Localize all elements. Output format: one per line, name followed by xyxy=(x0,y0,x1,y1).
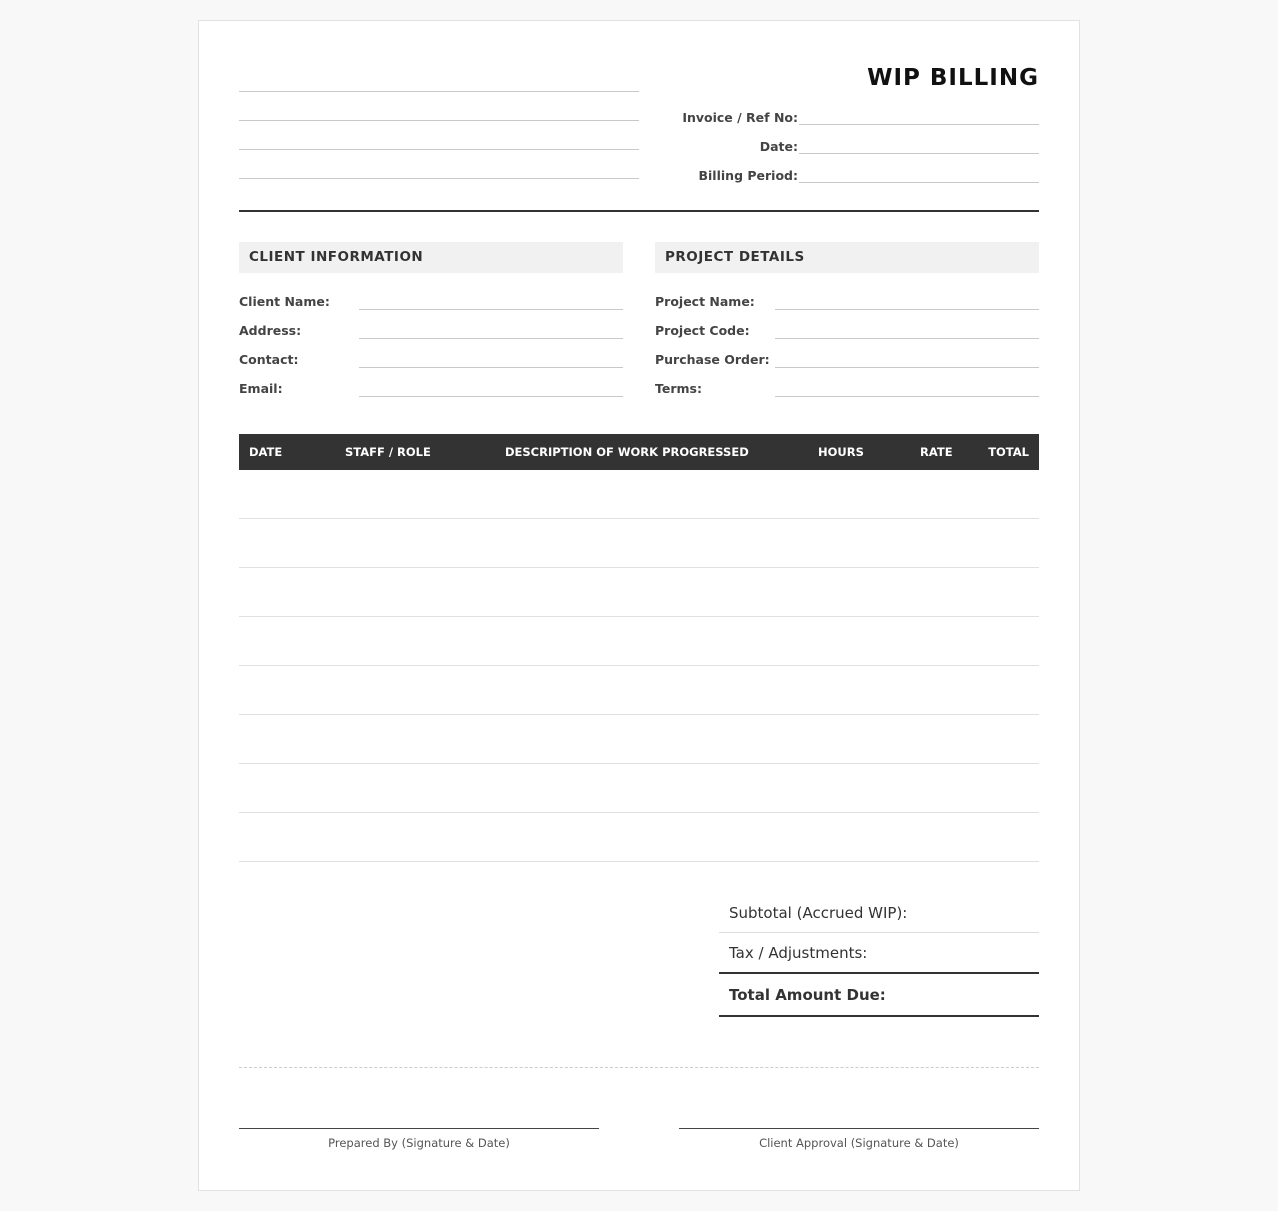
address-field[interactable] xyxy=(359,319,623,339)
tax-label: Tax / Adjustments: xyxy=(729,943,868,962)
totals-block xyxy=(719,893,1039,1017)
meta-row-invoice xyxy=(599,105,1039,125)
column-header-date: DATE xyxy=(249,445,283,459)
dashed-divider xyxy=(239,1067,1039,1068)
address-row xyxy=(239,310,623,339)
client-information-section xyxy=(239,242,623,397)
purchase-order-row xyxy=(655,339,1039,368)
client-approval-signature[interactable] xyxy=(679,1128,1039,1150)
table-row[interactable] xyxy=(239,568,1039,617)
section-heading: PROJECT DETAILS xyxy=(655,242,1039,273)
terms-field[interactable] xyxy=(775,377,1039,397)
client-name-field[interactable] xyxy=(359,290,623,310)
email-field[interactable] xyxy=(359,377,623,397)
meta-row-date xyxy=(599,134,1039,154)
field-label: Purchase Order: xyxy=(655,352,770,367)
table-row[interactable] xyxy=(239,764,1039,813)
email-row xyxy=(239,368,623,397)
signature-label: Client Approval (Signature & Date) xyxy=(759,1136,959,1150)
meta-label: Date: xyxy=(759,139,798,154)
field-label: Address: xyxy=(239,323,302,338)
prepared-by-signature[interactable] xyxy=(239,1128,599,1150)
table-row[interactable] xyxy=(239,813,1039,862)
table-header xyxy=(239,434,1039,470)
invoice-ref-field[interactable] xyxy=(799,107,1039,125)
total-due-label: Total Amount Due: xyxy=(729,985,886,1004)
billing-document xyxy=(198,20,1080,1191)
header-divider xyxy=(239,210,1039,212)
client-name-row xyxy=(239,281,623,310)
total-due-row[interactable] xyxy=(719,974,1039,1017)
section-heading: CLIENT INFORMATION xyxy=(239,242,623,273)
signature-line[interactable] xyxy=(239,1128,599,1129)
field-label: Email: xyxy=(239,381,283,396)
field-label: Client Name: xyxy=(239,294,330,309)
table-row[interactable] xyxy=(239,715,1039,764)
table-row[interactable] xyxy=(239,519,1039,568)
column-header-staff-role: STAFF / ROLE xyxy=(345,445,431,459)
company-line-2[interactable] xyxy=(239,120,639,121)
company-line-1[interactable] xyxy=(239,91,639,92)
meta-label: Invoice / Ref No: xyxy=(682,110,798,125)
signature-label: Prepared By (Signature & Date) xyxy=(328,1136,510,1150)
project-name-row xyxy=(655,281,1039,310)
tax-row[interactable] xyxy=(719,933,1039,974)
table-row[interactable] xyxy=(239,470,1039,519)
field-label: Contact: xyxy=(239,352,299,367)
purchase-order-field[interactable] xyxy=(775,348,1039,368)
column-header-hours: HOURS xyxy=(818,445,864,459)
date-field[interactable] xyxy=(799,136,1039,154)
subtotal-row[interactable] xyxy=(719,893,1039,933)
contact-row xyxy=(239,339,623,368)
table-row[interactable] xyxy=(239,617,1039,666)
project-name-field[interactable] xyxy=(775,290,1039,310)
meta-label: Billing Period: xyxy=(698,168,798,183)
field-label: Project Name: xyxy=(655,294,755,309)
company-line-3[interactable] xyxy=(239,149,639,150)
work-table xyxy=(239,434,1039,862)
column-header-total: TOTAL xyxy=(988,445,1029,459)
column-header-rate: RATE xyxy=(920,445,953,459)
company-line-4[interactable] xyxy=(239,178,639,179)
project-code-field[interactable] xyxy=(775,319,1039,339)
document-title: WIP BILLING xyxy=(867,65,1039,91)
field-label: Terms: xyxy=(655,381,702,396)
meta-row-billing-period xyxy=(599,163,1039,183)
column-header-description: DESCRIPTION OF WORK PROGRESSED xyxy=(505,445,749,459)
subtotal-label: Subtotal (Accrued WIP): xyxy=(729,903,908,922)
signature-line[interactable] xyxy=(679,1128,1039,1129)
billing-period-field[interactable] xyxy=(799,165,1039,183)
contact-field[interactable] xyxy=(359,348,623,368)
terms-row xyxy=(655,368,1039,397)
project-details-section xyxy=(655,242,1039,397)
project-code-row xyxy=(655,310,1039,339)
field-label: Project Code: xyxy=(655,323,750,338)
table-row[interactable] xyxy=(239,666,1039,715)
